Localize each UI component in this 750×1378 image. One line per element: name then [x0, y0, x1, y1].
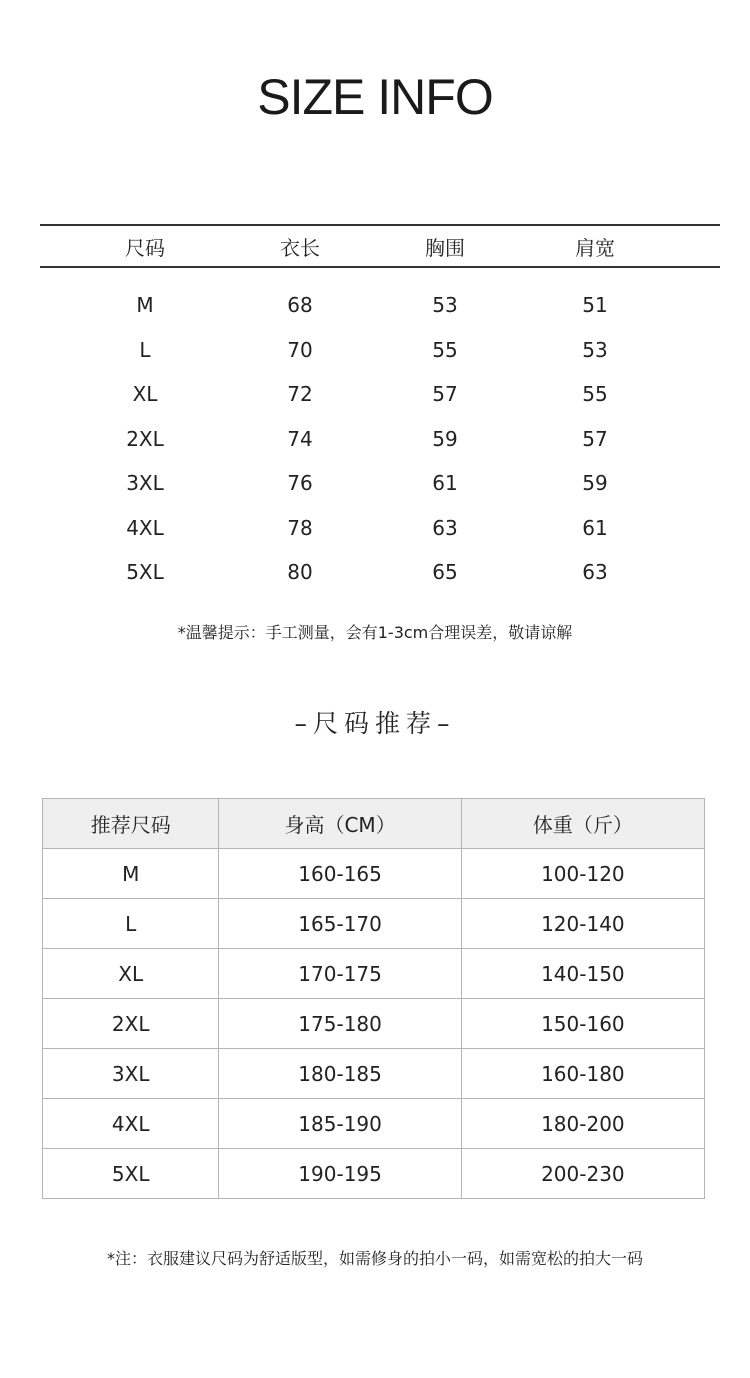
row-recommended-size: 5XL	[43, 1149, 219, 1199]
row-length: 74	[287, 426, 313, 451]
row-height: 165-170	[219, 899, 461, 949]
row-shoulder: 53	[582, 337, 608, 362]
row-length: 72	[287, 382, 313, 407]
row-shoulder: 51	[582, 293, 608, 318]
row-weight: 120-140	[461, 899, 704, 949]
row-chest: 53	[432, 293, 458, 318]
header-length: 衣长	[280, 235, 320, 260]
row-chest: 63	[432, 515, 458, 540]
rec-table-body	[43, 849, 705, 1199]
row-weight: 100-120	[461, 849, 704, 899]
table-row	[43, 949, 705, 999]
size-info-table	[40, 224, 720, 595]
table-row	[43, 1049, 705, 1099]
row-size: XL	[132, 382, 158, 407]
row-height: 170-175	[219, 949, 461, 999]
size-table-header	[40, 224, 720, 268]
page-title: SIZE INFO	[257, 69, 493, 125]
table-row	[43, 899, 705, 949]
row-recommended-size: M	[43, 849, 219, 899]
recommendation-table	[42, 798, 705, 1199]
row-weight: 150-160	[461, 999, 704, 1049]
row-height: 175-180	[219, 999, 461, 1049]
row-recommended-size: 4XL	[43, 1099, 219, 1149]
row-length: 80	[287, 560, 313, 585]
row-recommended-size: 2XL	[43, 999, 219, 1049]
table-row	[40, 417, 720, 462]
table-row	[43, 999, 705, 1049]
row-size: 4XL	[126, 515, 164, 540]
row-chest: 57	[432, 382, 458, 407]
table-row	[40, 550, 720, 595]
header-chest: 胸围	[425, 235, 465, 260]
row-shoulder: 57	[582, 426, 608, 451]
row-weight: 200-230	[461, 1149, 704, 1199]
table-row	[43, 1099, 705, 1149]
row-chest: 65	[432, 560, 458, 585]
recommendation-note: *注：衣服建议尺码为舒适版型，如需修身的拍小一码，如需宽松的拍大一码	[106, 1249, 643, 1268]
header-size: 尺码	[125, 235, 165, 260]
row-height: 190-195	[219, 1149, 461, 1199]
table-row	[43, 1149, 705, 1199]
row-weight: 180-200	[461, 1099, 704, 1149]
row-weight: 140-150	[461, 949, 704, 999]
row-chest: 59	[432, 426, 458, 451]
header-height: 身高（CM）	[219, 799, 461, 849]
size-note: *温馨提示：手工测量，会有1-3cm合理误差，敬请谅解	[177, 623, 573, 642]
size-table-body	[40, 268, 720, 595]
row-length: 78	[287, 515, 313, 540]
header-shoulder: 肩宽	[575, 235, 615, 260]
row-shoulder: 61	[582, 515, 608, 540]
table-row	[40, 283, 720, 328]
row-weight: 160-180	[461, 1049, 704, 1099]
table-row	[43, 849, 705, 899]
table-row	[40, 506, 720, 551]
row-size: L	[139, 337, 151, 362]
table-row	[40, 461, 720, 506]
table-row	[40, 372, 720, 417]
row-recommended-size: 3XL	[43, 1049, 219, 1099]
recommendation-title: –尺码推荐–	[294, 709, 456, 738]
row-length: 68	[287, 293, 313, 318]
row-chest: 55	[432, 337, 458, 362]
row-length: 76	[287, 471, 313, 496]
header-recommended-size: 推荐尺码	[43, 799, 219, 849]
row-size: M	[136, 293, 154, 318]
row-shoulder: 63	[582, 560, 608, 585]
row-height: 160-165	[219, 849, 461, 899]
row-chest: 61	[432, 471, 458, 496]
row-size: 5XL	[126, 560, 164, 585]
table-row	[40, 328, 720, 373]
row-recommended-size: XL	[43, 949, 219, 999]
row-size: 3XL	[126, 471, 164, 496]
row-length: 70	[287, 337, 313, 362]
row-height: 185-190	[219, 1099, 461, 1149]
row-shoulder: 59	[582, 471, 608, 496]
rec-table-header	[43, 799, 705, 849]
header-weight: 体重（斤）	[461, 799, 704, 849]
row-shoulder: 55	[582, 382, 608, 407]
row-size: 2XL	[126, 426, 164, 451]
row-recommended-size: L	[43, 899, 219, 949]
row-height: 180-185	[219, 1049, 461, 1099]
